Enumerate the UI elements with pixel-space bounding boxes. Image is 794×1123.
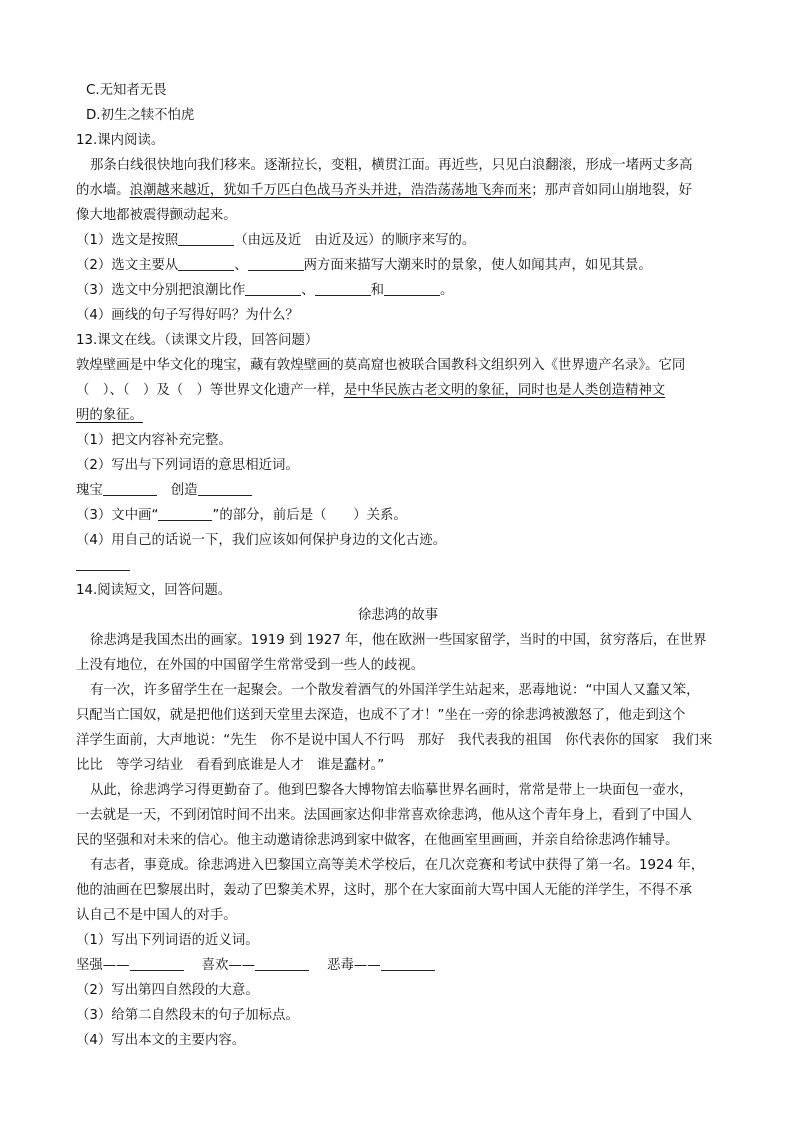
answer-blank[interactable] [198, 481, 252, 496]
q13-answer-line-row [76, 553, 720, 578]
q12-sub3-text: 。 [440, 283, 454, 298]
option-c: C.无知者无畏 [86, 83, 167, 98]
q14-word-row [76, 953, 720, 978]
q12-passage-line: 那条白线很快地向我们移来。逐渐拉长，变粗，横贯江面。再近些，只见白浪翻滚，形成一堵两丈多高 [90, 158, 693, 173]
answer-blank[interactable] [103, 481, 157, 496]
story-line: 徐悲鸿是我国杰出的画家。1919 到 1927 年，他在欧洲一些国家留学，当时的中国，贫穷落后，在世界 [90, 633, 707, 648]
story-line: 只配当亡国奴，就是把他们送到天堂里去深造，也成不了才！”坐在一旁的徐悲鸿被激怒了，他走到这个 [76, 708, 686, 723]
q12-sub4: （4）画线的句子写得好吗？为什么？ [76, 308, 299, 323]
q12-heading: 12.课内阅读。 [76, 133, 165, 148]
q14-word: 坚强—— [76, 958, 130, 973]
story-line: 他的油画在巴黎展出时，轰动了巴黎美术界，这时，那个在大家面前大骂中国人无能的洋学生，不得不承 [76, 883, 692, 898]
q12-sub3-text: 、 [301, 283, 315, 298]
q12-sub1 [76, 228, 720, 253]
answer-blank[interactable] [178, 256, 234, 271]
story-line: 从此，徐悲鸿学习得更勤奋了。他到巴黎各大博物馆去临摹世界名画时，常常是带上一块面包一壶水， [90, 783, 693, 798]
answer-blank[interactable] [255, 956, 309, 971]
q12-sub3 [76, 278, 720, 303]
q13-sub3-text: ”的部分，前后是（ ）关系。 [212, 508, 407, 523]
q12-passage-line [76, 178, 720, 203]
q12-sub1-text: （由远及近 由近及远）的顺序来写的。 [234, 233, 476, 248]
q12-sub3-text: （3）选文中分别把浪潮比作 [76, 283, 246, 298]
q12-passage-text: 的水墙。 [76, 183, 130, 198]
answer-blank[interactable] [76, 556, 130, 571]
q12-underlined-sentence: 浪潮越来越近，犹如千万匹白色战马齐头并进，浩浩荡荡地飞奔而来 [129, 183, 532, 198]
answer-blank[interactable] [158, 506, 212, 521]
answer-blank[interactable] [384, 281, 440, 296]
q12-sub2-text: 、 [234, 258, 248, 273]
q13-underlined-sentence: 明的象征。 [76, 408, 143, 423]
q13-sub3 [76, 503, 720, 528]
q12-sub2 [76, 253, 720, 278]
q13-passage-text: （ ）、（ ）及（ ）等世界文化遗产一样， [76, 383, 344, 398]
story-line: 洋学生面前，大声地说：“先生 你不是说中国人不行吗 那好 我代表我的祖国 你代表你的国家 我们来 [76, 733, 713, 748]
story-line: 有一次，许多留学生在一起聚会。一个散发着酒气的外国洋学生站起来，恶毒地说：“中国人又蠢又笨， [90, 683, 700, 698]
answer-blank[interactable] [178, 231, 234, 246]
story-line: 上没有地位，在外国的中国留学生常常受到一些人的歧视。 [76, 658, 425, 673]
q12-passage-text: ；那声音如同山崩地裂，好 [531, 183, 692, 198]
answer-blank[interactable] [381, 956, 435, 971]
q13-word: 瑰宝 [76, 483, 103, 498]
q12-passage-line: 像大地都被震得颤动起来。 [76, 208, 237, 223]
q14-word: 喜欢—— [201, 958, 256, 973]
q13-underlined-sentence: 是中华民族古老文明的象征，同时也是人类创造精神文 [343, 383, 666, 398]
q12-sub3-text: 和 [370, 283, 384, 298]
answer-blank[interactable] [248, 256, 304, 271]
q13-sub2: （2）写出与下列词语的意思相近词。 [76, 458, 299, 473]
q13-word-row [76, 478, 720, 503]
q13-passage-line [76, 378, 720, 403]
story-title: 徐悲鸿的故事 [357, 608, 439, 623]
q13-sub4: （4）用自己的话说一下，我们应该如何保护身边的文化古迹。 [76, 533, 447, 548]
q14-sub4: （4）写出本文的主要内容。 [76, 1033, 246, 1048]
story-line: 有志者，事竟成。徐悲鸿进入巴黎国立高等美术学校后，在几次竞赛和考试中获得了第一名。1924 年， [90, 858, 705, 873]
q14-sub2: （2）写出第四自然段的大意。 [76, 983, 259, 998]
story-line: 比比 等学习结业 看看到底谁是人才 谁是蠢材。” [76, 758, 385, 773]
q12-sub1-text: （1）选文是按照 [76, 233, 179, 248]
answer-blank[interactable] [245, 281, 301, 296]
q14-sub3: （3）给第二自然段末的句子加标点。 [76, 1008, 299, 1023]
q14-heading: 14.阅读短文，回答问题。 [76, 583, 232, 598]
q14-word: 恶毒—— [327, 958, 381, 973]
q13-passage-line: 敦煌壁画是中华文化的瑰宝，藏有敦煌壁画的莫高窟也被联合国教科文组织列入《世界遗产名录》。它同 [76, 358, 686, 373]
q13-heading: 13.课文在线。（读课文片段，回答问题） [76, 333, 319, 348]
q12-sub2-text: 两方面来描写大潮来时的景象，使人如闻其声，如见其景。 [303, 258, 652, 273]
answer-blank[interactable] [315, 281, 371, 296]
q13-sub1: （1）把文内容补充完整。 [76, 433, 232, 448]
worksheet-page [76, 78, 720, 1053]
story-line: 民的坚强和对未来的信心。他主动邀请徐悲鸿到家中做客，在他画室里画画，并亲自给徐悲鸿作辅导。 [76, 833, 679, 848]
story-line: 一去就是一天，不到闭馆时间不出来。法国画家达仰非常喜欢徐悲鸿，他从这个青年身上，看到了中国人 [76, 808, 692, 823]
q13-word: 创造 [170, 483, 198, 498]
story-line: 认自己不是中国人的对手。 [76, 908, 237, 923]
q12-sub2-text: （2）选文主要从 [76, 258, 179, 273]
option-d: D.初生之犊不怕虎 [86, 108, 195, 123]
q13-passage-line [76, 403, 720, 428]
q13-sub3-text: （3）文中画“ [76, 508, 159, 523]
q14-sub1: （1）写出下列词语的近义词。 [76, 933, 259, 948]
answer-blank[interactable] [130, 956, 184, 971]
